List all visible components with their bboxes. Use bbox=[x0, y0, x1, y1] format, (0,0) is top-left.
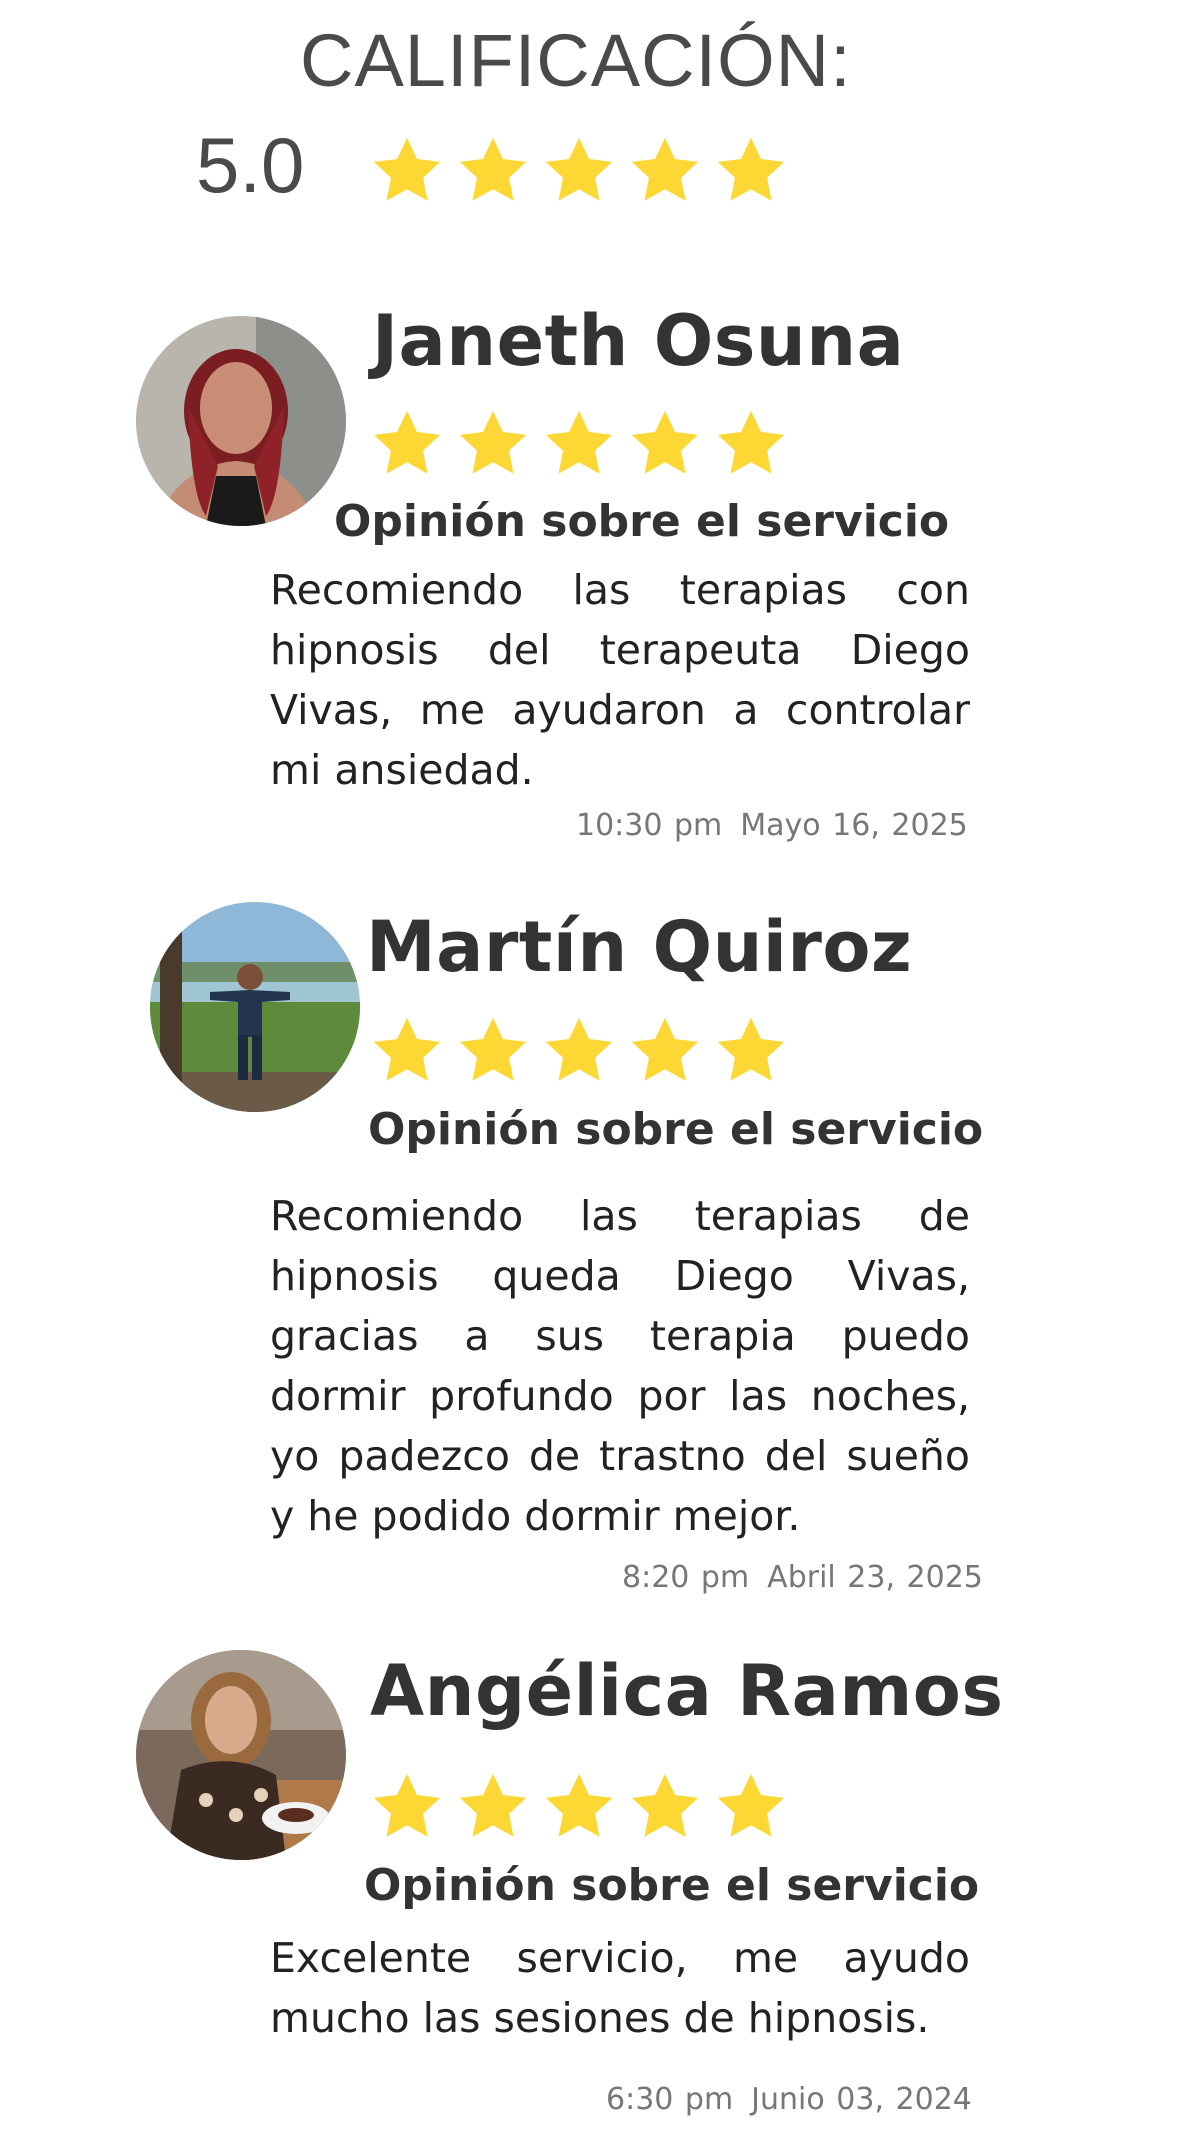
review-text: Recomiendo las terapias con hipnosis del terapeuta Diego Vivas, me ayudaron a controlar mi ansiedad. bbox=[270, 566, 970, 794]
star-icon bbox=[454, 1012, 532, 1090]
review-date: Mayo 16, 2025 bbox=[740, 808, 968, 843]
star-icon bbox=[368, 132, 446, 210]
review-text: Excelente servicio, me ayudo mucho las sesiones de hipnosis. bbox=[270, 1934, 970, 2042]
review-stars bbox=[368, 1012, 790, 1090]
avatar bbox=[150, 902, 360, 1112]
review-text: Recomiendo las terapias de hipnosis queda Diego Vivas, gracias a sus terapia puedo dormir profundo por las noches, yo padezco de trastno del sueño y he podido dormir mejor. bbox=[270, 1192, 970, 1540]
star-icon bbox=[454, 1768, 532, 1846]
star-icon bbox=[454, 405, 532, 483]
star-icon bbox=[368, 405, 446, 483]
rating-title: CALIFICACIÓN: bbox=[300, 19, 852, 102]
opinion-heading: Opinión sobre el servicio bbox=[364, 1860, 980, 1911]
star-icon bbox=[540, 132, 618, 210]
star-icon bbox=[626, 1768, 704, 1846]
star-icon bbox=[712, 1012, 790, 1090]
star-icon bbox=[712, 132, 790, 210]
star-icon bbox=[368, 1012, 446, 1090]
opinion-heading: Opinión sobre el servicio bbox=[334, 496, 950, 547]
reviewer-name: Angélica Ramos bbox=[370, 1650, 1004, 1732]
reviewer-name: Janeth Osuna bbox=[372, 300, 905, 382]
review-stars bbox=[368, 1768, 790, 1846]
star-icon bbox=[626, 132, 704, 210]
star-icon bbox=[454, 132, 532, 210]
review-date: Junio 03, 2024 bbox=[751, 2082, 972, 2117]
star-icon bbox=[540, 405, 618, 483]
review-time: 6:30 pm bbox=[606, 2082, 734, 2117]
review-timestamp bbox=[622, 1560, 983, 1595]
review-date: Abril 23, 2025 bbox=[767, 1560, 983, 1595]
opinion-heading: Opinión sobre el servicio bbox=[368, 1104, 984, 1155]
review-stars bbox=[368, 405, 790, 483]
star-icon bbox=[540, 1768, 618, 1846]
star-icon bbox=[540, 1012, 618, 1090]
avatar bbox=[136, 1650, 346, 1860]
star-icon bbox=[626, 1012, 704, 1090]
review-timestamp bbox=[606, 2082, 972, 2117]
star-icon bbox=[368, 1768, 446, 1846]
star-icon bbox=[712, 405, 790, 483]
star-icon bbox=[712, 1768, 790, 1846]
star-icon bbox=[626, 405, 704, 483]
review-time: 10:30 pm bbox=[576, 808, 723, 843]
review-timestamp bbox=[576, 808, 968, 843]
reviewer-name: Martín Quiroz bbox=[366, 906, 913, 988]
avatar bbox=[136, 316, 346, 526]
rating-score: 5.0 bbox=[196, 121, 305, 209]
review-time: 8:20 pm bbox=[622, 1560, 750, 1595]
overall-rating-stars bbox=[368, 132, 790, 210]
